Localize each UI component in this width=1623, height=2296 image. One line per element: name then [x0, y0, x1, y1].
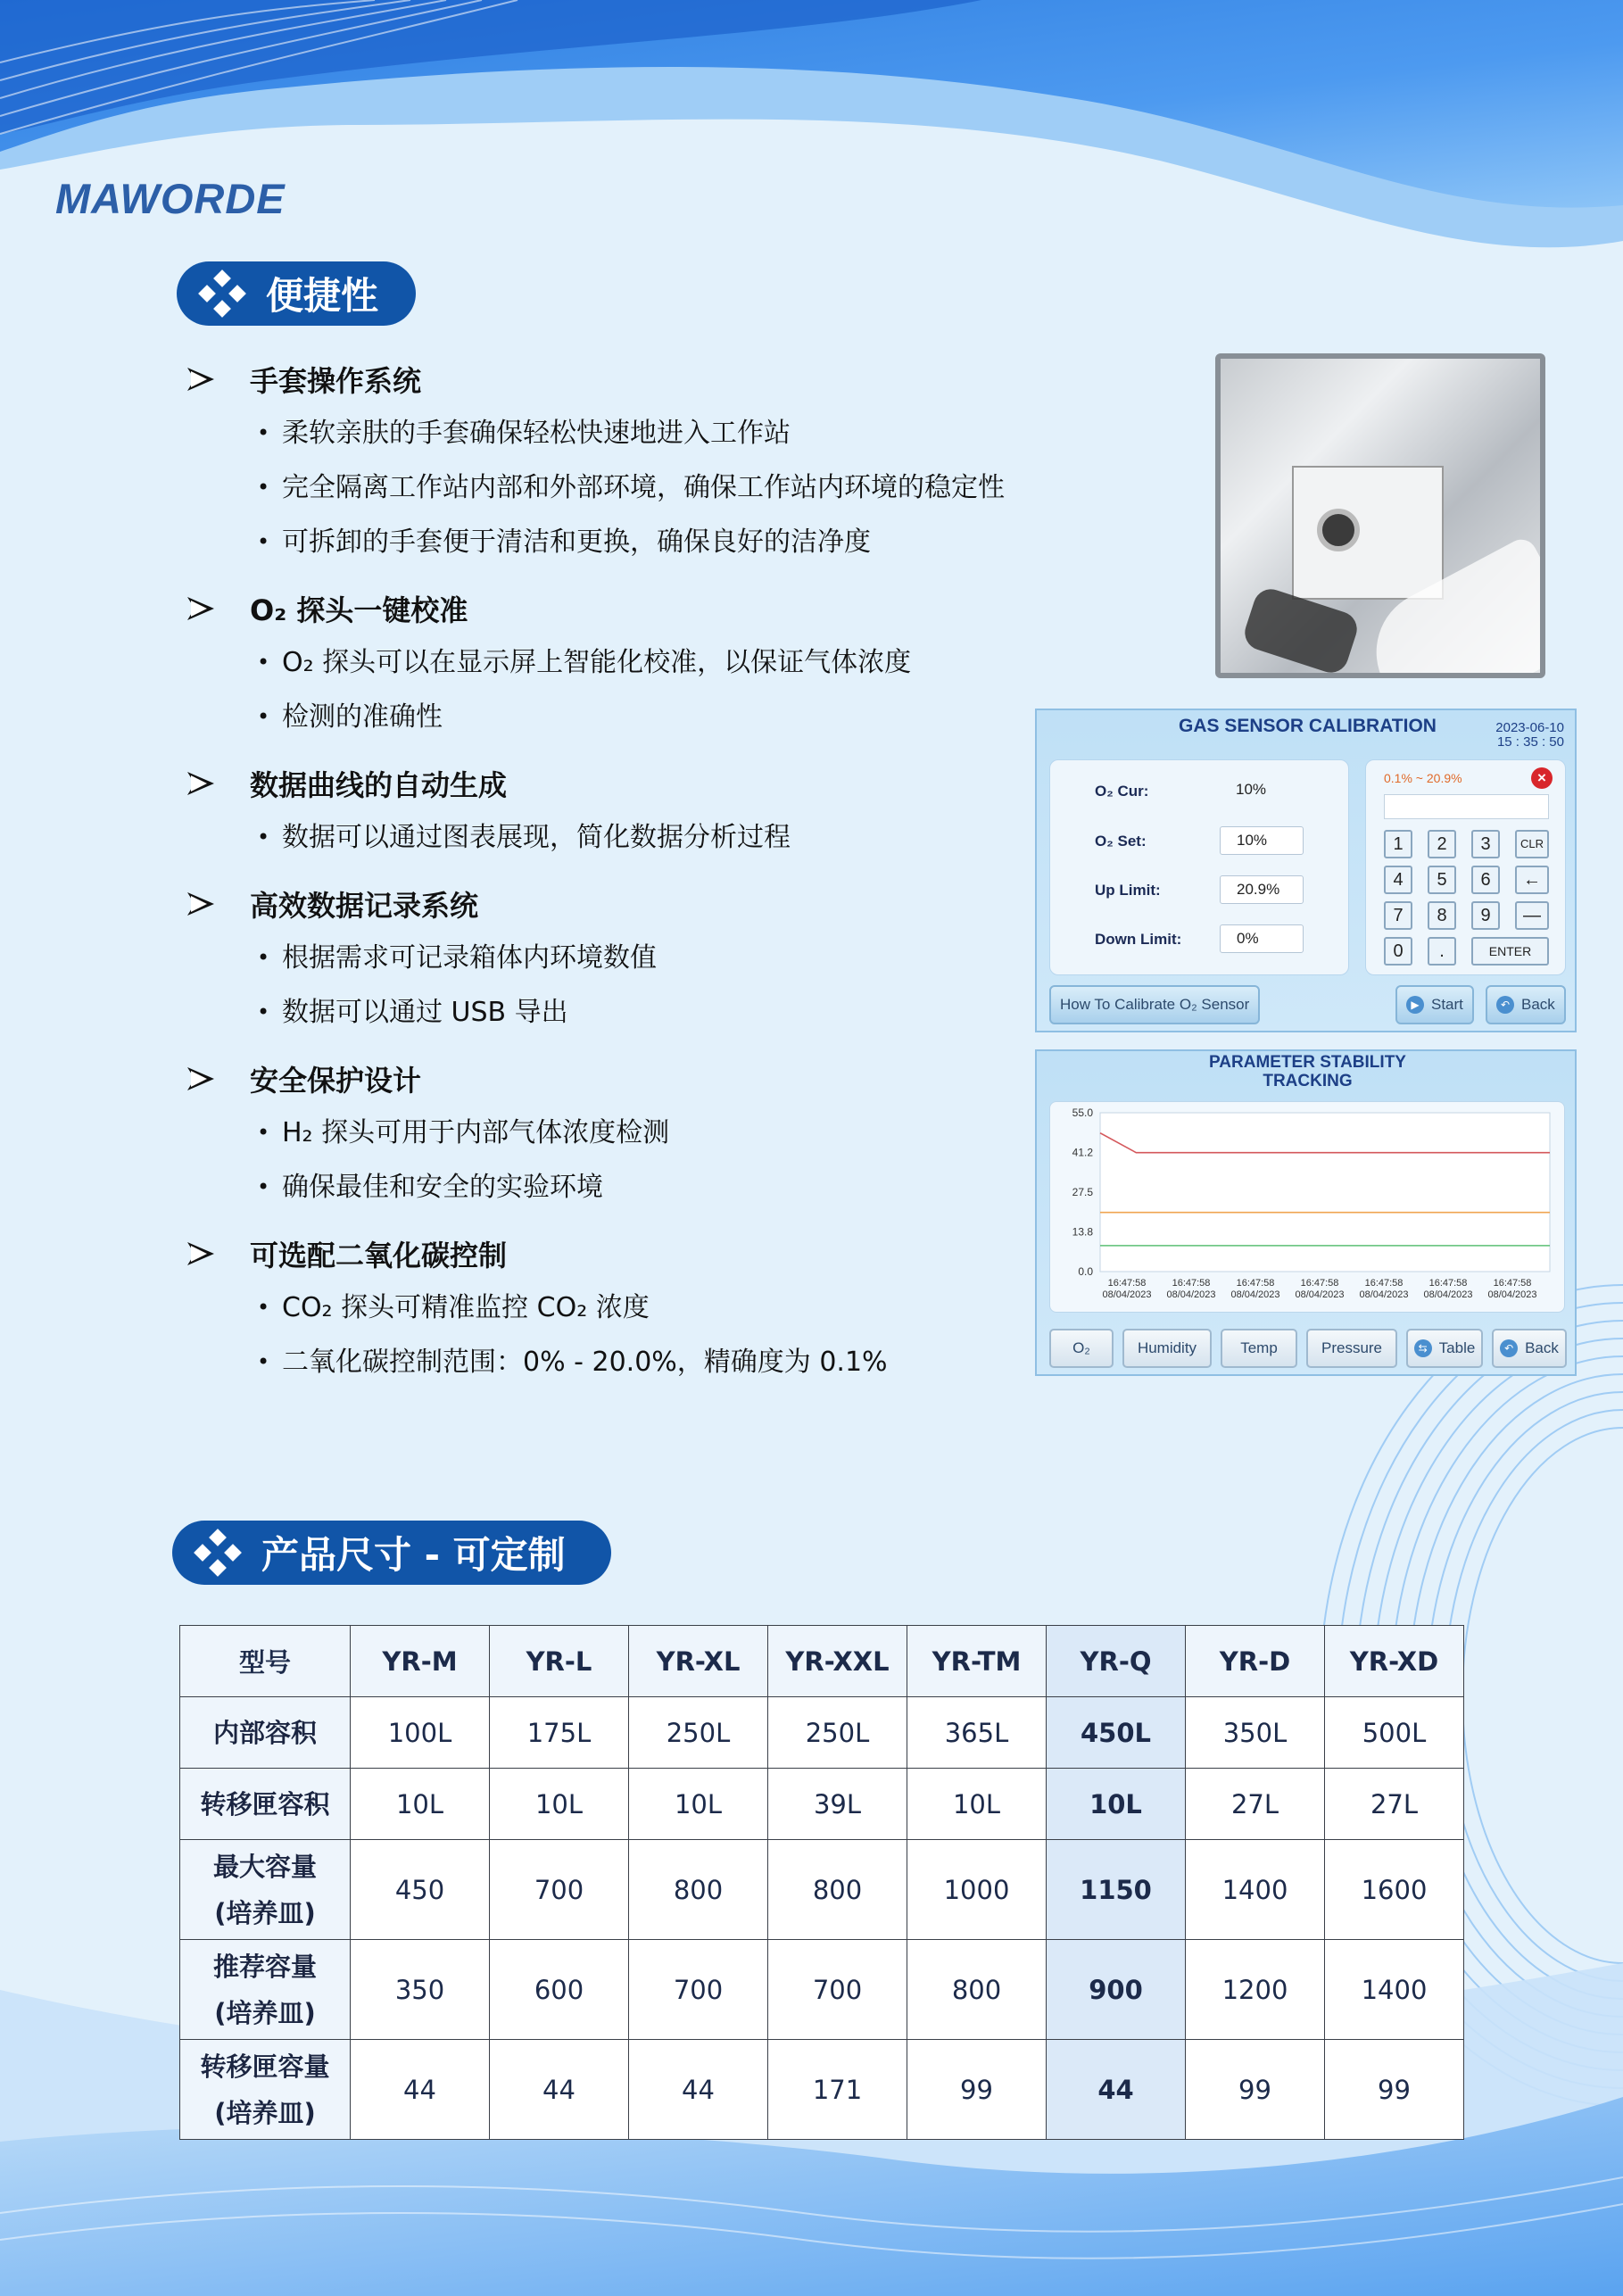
- table-row-label: 推荐容量 (培养皿): [180, 1940, 351, 2040]
- section-header-convenience: [177, 261, 416, 326]
- key-minus[interactable]: —: [1515, 901, 1549, 930]
- table-cell: 450L: [1047, 1697, 1186, 1769]
- table-cell: 450: [351, 1840, 490, 1940]
- table-cell: 99: [907, 2040, 1047, 2140]
- brand-logo: MAWORDE: [55, 175, 286, 222]
- key-2[interactable]: 2: [1428, 830, 1456, 858]
- y-tick-label: 27.5: [1072, 1186, 1093, 1198]
- sensor-values-panel: [1049, 759, 1349, 975]
- feature-title: 安全保护设计: [250, 1064, 422, 1098]
- key-enter[interactable]: ENTER: [1471, 937, 1549, 966]
- y-tick-label: 13.8: [1072, 1225, 1093, 1239]
- table-header-row: [180, 1626, 1464, 1697]
- feature-item: • 可拆卸的手套便于清洁和更换，确保良好的洁净度: [257, 515, 1106, 569]
- table-header-cell: YR-TM: [907, 1626, 1047, 1697]
- screen-title: PARAMETER STABILITY TRACKING: [1209, 1053, 1406, 1090]
- pressure-tab-button[interactable]: Pressure: [1306, 1329, 1397, 1368]
- table-cell: 99: [1325, 2040, 1464, 2140]
- key-5[interactable]: 5: [1428, 866, 1456, 894]
- y-tick-label: 55.0: [1072, 1107, 1093, 1119]
- arrow-bullet-icon: [187, 368, 214, 391]
- o2-tab-button[interactable]: O₂: [1049, 1329, 1114, 1368]
- table-cell: 27L: [1325, 1769, 1464, 1840]
- table-header-cell: YR-L: [490, 1626, 629, 1697]
- y-tick-label: 41.2: [1072, 1146, 1093, 1159]
- feature-item: • 柔软亲肤的手套确保轻松快速地进入工作站: [257, 406, 1106, 460]
- table-cell: 1150: [1047, 1840, 1186, 1940]
- table-cell: 100L: [351, 1697, 490, 1769]
- section-title: 产品尺寸 - 可定制: [261, 1533, 566, 1577]
- table-cell: 44: [351, 2040, 490, 2140]
- feature-title: 可选配二氧化碳控制: [250, 1239, 508, 1272]
- table-cell: 99: [1186, 2040, 1325, 2140]
- table-cell: 1600: [1325, 1840, 1464, 1940]
- table-cell: 44: [629, 2040, 768, 2140]
- section-title: 便捷性: [266, 274, 379, 318]
- table-cell: 10L: [1047, 1769, 1186, 1840]
- feature-data-curves: [187, 757, 1106, 865]
- spec-table: [179, 1625, 1464, 2140]
- table-cell: 175L: [490, 1697, 629, 1769]
- feature-item: • 确保最佳和安全的实验环境: [257, 1160, 1106, 1214]
- x-tick-date: 08/04/2023: [1230, 1289, 1280, 1300]
- table-cell: 800: [768, 1840, 907, 1940]
- feature-data-recording: [187, 877, 1106, 1040]
- table-row: [180, 2040, 1464, 2140]
- x-tick-date: 08/04/2023: [1102, 1289, 1152, 1300]
- o2-set-field[interactable]: 10%: [1220, 826, 1304, 855]
- stability-chart-svg: [1050, 1102, 1566, 1314]
- feature-o2-calibration: [187, 582, 1106, 744]
- feature-item: • 完全隔离工作站内部和外部环境，确保工作站内环境的稳定性: [257, 460, 1106, 515]
- feature-item: • 二氧化碳控制范围：0% - 20.0%，精确度为 0.1%: [257, 1335, 1106, 1389]
- numeric-keypad: [1365, 759, 1566, 975]
- temp-tab-button[interactable]: Temp: [1221, 1329, 1297, 1368]
- x-tick-time: 16:47:58: [1107, 1278, 1147, 1289]
- table-header-cell: YR-M: [351, 1626, 490, 1697]
- key-decimal[interactable]: .: [1428, 937, 1456, 966]
- table-row-label: 最大容量 (培养皿): [180, 1840, 351, 1940]
- product-photo: [1215, 353, 1545, 678]
- table-row-label: 转移匣容积: [180, 1769, 351, 1840]
- how-to-calibrate-button[interactable]: How To Calibrate O₂ Sensor: [1049, 985, 1260, 1024]
- table-header-cell: YR-Q: [1047, 1626, 1186, 1697]
- key-backspace[interactable]: ←: [1515, 866, 1549, 894]
- table-row: [180, 1769, 1464, 1840]
- table-cell: 171: [768, 2040, 907, 2140]
- x-tick-time: 16:47:58: [1428, 1278, 1468, 1289]
- x-tick-date: 08/04/2023: [1423, 1289, 1473, 1300]
- back-arrow-icon: ↶: [1496, 996, 1514, 1014]
- down-limit-field[interactable]: 0%: [1220, 924, 1304, 953]
- feature-safety: [187, 1052, 1106, 1214]
- back-arrow-icon: ↶: [1500, 1339, 1518, 1357]
- keypad-display[interactable]: [1384, 794, 1549, 819]
- table-cell: 365L: [907, 1697, 1047, 1769]
- x-tick-time: 16:47:58: [1172, 1278, 1211, 1289]
- key-9[interactable]: 9: [1471, 901, 1500, 930]
- field-label: O₂ Set:: [1095, 833, 1147, 850]
- parameter-tracking-screen: [1035, 1049, 1577, 1376]
- table-cell: 350L: [1186, 1697, 1325, 1769]
- x-tick-time: 16:47:58: [1493, 1278, 1532, 1289]
- table-cell: 600: [490, 1940, 629, 2040]
- feature-co2-control: [187, 1227, 1106, 1389]
- key-3[interactable]: 3: [1471, 830, 1500, 858]
- key-8[interactable]: 8: [1428, 901, 1456, 930]
- x-tick-time: 16:47:58: [1236, 1278, 1275, 1289]
- key-1[interactable]: 1: [1384, 830, 1412, 858]
- table-cell: 700: [629, 1940, 768, 2040]
- feature-title: 高效数据记录系统: [250, 889, 479, 923]
- section-header-dimensions: [172, 1521, 611, 1585]
- table-cell: 10L: [490, 1769, 629, 1840]
- key-7[interactable]: 7: [1384, 901, 1412, 930]
- table-cell: 700: [490, 1840, 629, 1940]
- x-tick-date: 08/04/2023: [1487, 1289, 1537, 1300]
- table-cell: 10L: [351, 1769, 490, 1840]
- x-tick-date: 08/04/2023: [1359, 1289, 1409, 1300]
- x-tick-date: 08/04/2023: [1295, 1289, 1345, 1300]
- table-cell: 27L: [1186, 1769, 1325, 1840]
- swap-icon: ⇆: [1414, 1339, 1432, 1357]
- x-tick-time: 16:47:58: [1300, 1278, 1339, 1289]
- feature-list: [187, 352, 1106, 1402]
- arrow-bullet-icon: [187, 892, 214, 916]
- table-row: [180, 1940, 1464, 2040]
- field-label: Down Limit:: [1095, 931, 1182, 948]
- table-row: [180, 1697, 1464, 1769]
- key-6[interactable]: 6: [1471, 866, 1500, 894]
- o2-current-value: 10%: [1236, 781, 1267, 798]
- table-cell: 1400: [1325, 1940, 1464, 2040]
- table-header-cell: YR-D: [1186, 1626, 1325, 1697]
- feature-item-continuation: • 检测的准确性: [257, 690, 1106, 744]
- table-cell: 250L: [768, 1697, 907, 1769]
- table-cell: 10L: [907, 1769, 1047, 1840]
- table-cell: 800: [907, 1940, 1047, 2040]
- close-icon[interactable]: ×: [1531, 767, 1553, 789]
- arrow-bullet-icon: [187, 1242, 214, 1265]
- table-cell: 10L: [629, 1769, 768, 1840]
- table-row: [180, 1840, 1464, 1940]
- table-header-cell: YR-XL: [629, 1626, 768, 1697]
- stability-chart: [1049, 1101, 1565, 1313]
- key-clear[interactable]: CLR: [1515, 830, 1549, 858]
- x-tick-time: 16:47:58: [1364, 1278, 1404, 1289]
- feature-title: 数据曲线的自动生成: [250, 768, 508, 802]
- feature-item: • H₂ 探头可用于内部气体浓度检测: [257, 1106, 1106, 1160]
- arrow-bullet-icon: [187, 597, 214, 620]
- feature-item: • CO₂ 探头可精准监控 CO₂ 浓度: [257, 1281, 1106, 1335]
- table-header-cell: YR-XD: [1325, 1626, 1464, 1697]
- feature-item: • 根据需求可记录箱体内环境数值: [257, 931, 1106, 985]
- feature-item: • O₂ 探头可以在显示屏上智能化校准，以保证气体浓度: [257, 635, 1106, 690]
- table-button[interactable]: ⇆ Table: [1406, 1329, 1483, 1368]
- diamond-cluster-icon: [194, 1529, 242, 1577]
- feature-item: • 数据可以通过图表展现，简化数据分析过程: [257, 810, 1106, 865]
- gas-sensor-calibration-screen: [1035, 709, 1577, 1032]
- humidity-tab-button[interactable]: Humidity: [1122, 1329, 1212, 1368]
- table-header-cell: YR-XXL: [768, 1626, 907, 1697]
- feature-title: 手套操作系统: [250, 364, 422, 398]
- plot-area: [1100, 1113, 1550, 1272]
- table-cell: 900: [1047, 1940, 1186, 2040]
- table-row-label: 转移匣容量 (培养皿): [180, 2040, 351, 2140]
- feature-title: O₂ 探头一键校准: [250, 593, 468, 627]
- key-4[interactable]: 4: [1384, 866, 1412, 894]
- table-cell: 39L: [768, 1769, 907, 1840]
- arrow-bullet-icon: [187, 1067, 214, 1090]
- key-0[interactable]: 0: [1384, 937, 1412, 966]
- arrow-bullet-icon: [187, 772, 214, 795]
- x-tick-date: 08/04/2023: [1166, 1289, 1216, 1300]
- table-cell: 350: [351, 1940, 490, 2040]
- table-cell: 1000: [907, 1840, 1047, 1940]
- table-cell: 1400: [1186, 1840, 1325, 1940]
- table-cell: 44: [490, 2040, 629, 2140]
- table-cell: 250L: [629, 1697, 768, 1769]
- table-header-cell: 型号: [180, 1626, 351, 1697]
- table-cell: 800: [629, 1840, 768, 1940]
- table-row-label: 内部容积: [180, 1697, 351, 1769]
- y-tick-label: 0.0: [1078, 1265, 1093, 1278]
- screen-title: GAS SENSOR CALIBRATION: [1179, 716, 1437, 736]
- start-button[interactable]: ▶ Start: [1395, 985, 1474, 1024]
- back-button[interactable]: ↶ Back: [1492, 1329, 1567, 1368]
- table-cell: 700: [768, 1940, 907, 2040]
- back-button[interactable]: ↶ Back: [1486, 985, 1566, 1024]
- feature-item: • 数据可以通过 USB 导出: [257, 985, 1106, 1040]
- range-hint: 0.1% ~ 20.9%: [1384, 771, 1462, 785]
- table-cell: 500L: [1325, 1697, 1464, 1769]
- table-cell: 44: [1047, 2040, 1186, 2140]
- up-limit-field[interactable]: 20.9%: [1220, 875, 1304, 904]
- field-label: Up Limit:: [1095, 882, 1161, 899]
- fan-icon: [1317, 509, 1360, 551]
- table-cell: 1200: [1186, 1940, 1325, 2040]
- field-label: O₂ Cur:: [1095, 783, 1149, 800]
- feature-glove-system: [187, 352, 1106, 569]
- screen-datetime: 2023-06-10 15 : 35 : 50: [1495, 720, 1564, 750]
- diamond-cluster-icon: [198, 269, 246, 318]
- play-icon: ▶: [1406, 996, 1424, 1014]
